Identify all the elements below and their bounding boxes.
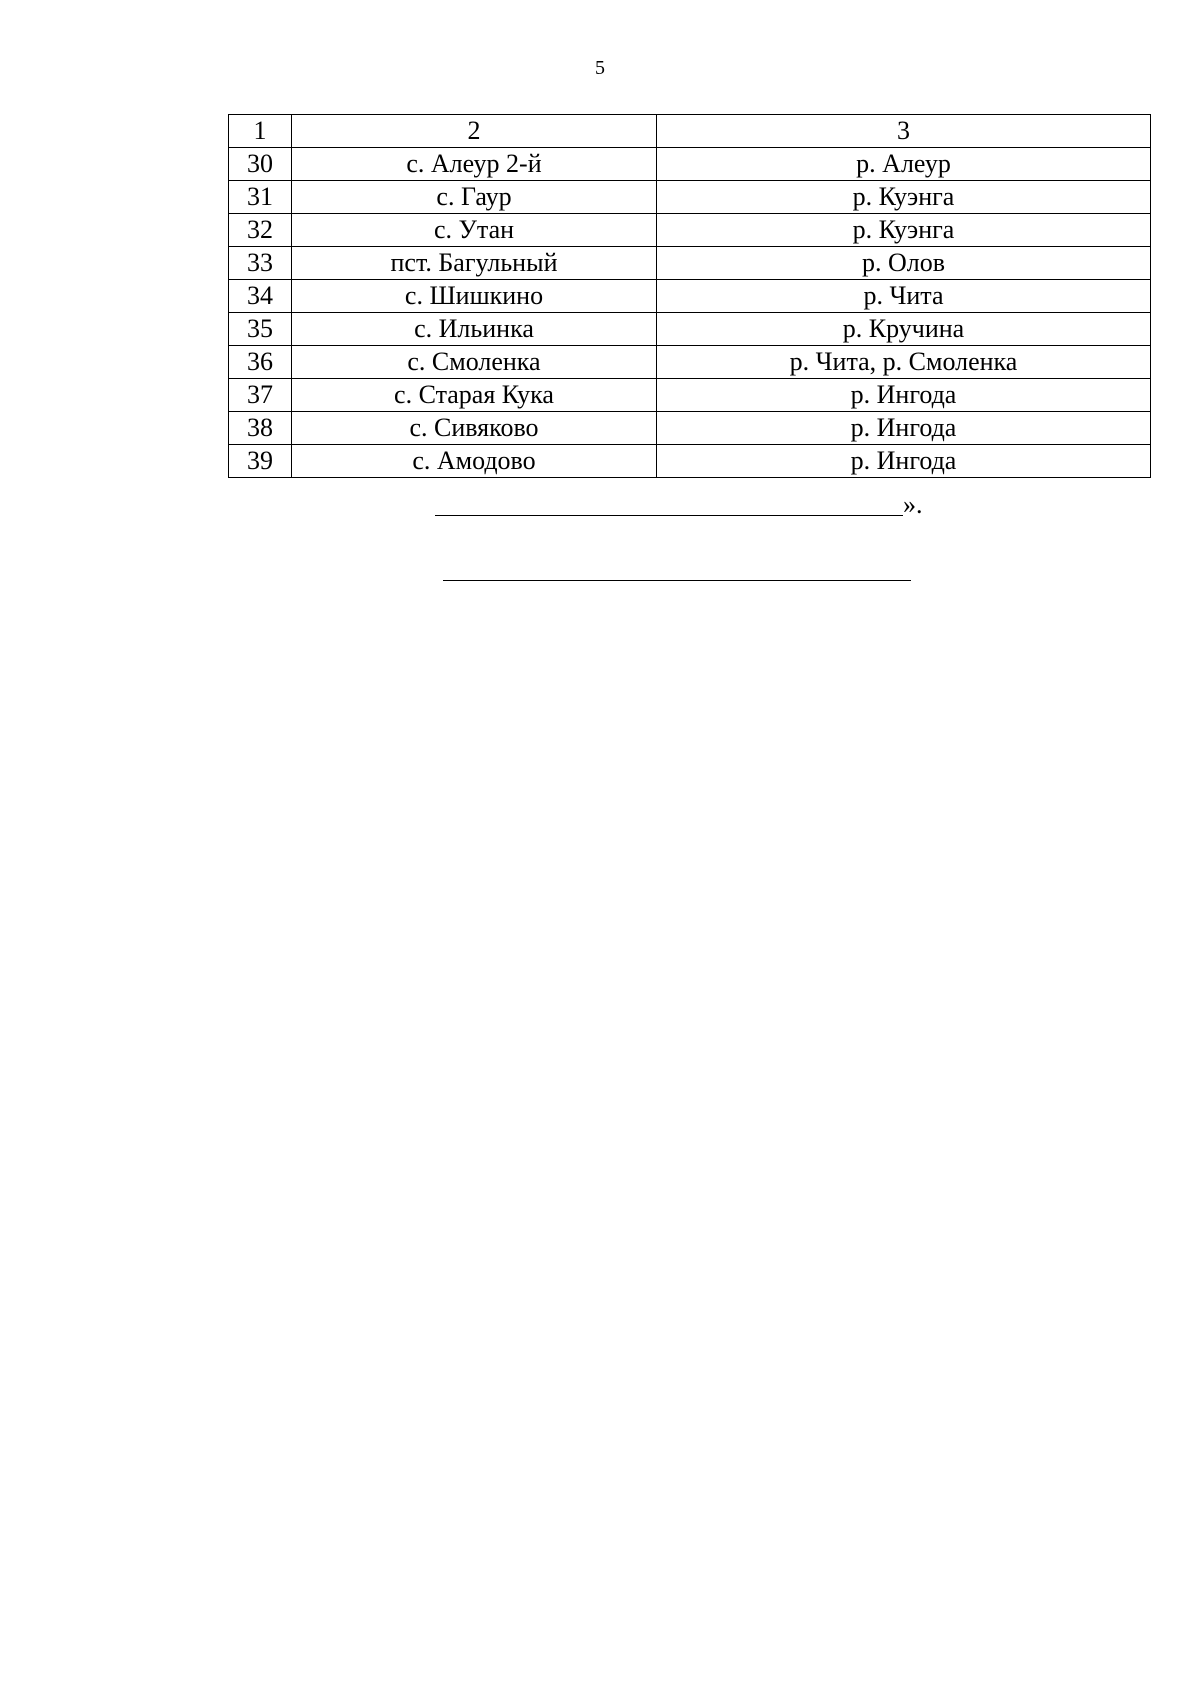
row-number-cell: 36 (229, 346, 292, 379)
table-row (229, 148, 1151, 181)
row-number-cell: 38 (229, 412, 292, 445)
row-number-cell: 31 (229, 181, 292, 214)
river-cell: р. Чита, р. Смоленка (657, 346, 1151, 379)
river-cell: р. Куэнга (657, 181, 1151, 214)
row-number-cell: 35 (229, 313, 292, 346)
river-cell: р. Олов (657, 247, 1151, 280)
row-number-cell: 34 (229, 280, 292, 313)
table-row (229, 214, 1151, 247)
row-number-cell: 39 (229, 445, 292, 478)
settlement-cell: пст. Багульный (292, 247, 657, 280)
river-cell: р. Чита (657, 280, 1151, 313)
row-number-cell: 37 (229, 379, 292, 412)
settlement-cell: с. Утан (292, 214, 657, 247)
table-row (229, 379, 1151, 412)
river-cell: р. Куэнга (657, 214, 1151, 247)
table-row (229, 247, 1151, 280)
river-cell: р. Алеур (657, 148, 1151, 181)
settlement-cell: с. Амодово (292, 445, 657, 478)
row-number-cell: 30 (229, 148, 292, 181)
river-cell: р. Ингода (657, 445, 1151, 478)
row-number-cell: 32 (229, 214, 292, 247)
table-row (229, 280, 1151, 313)
river-cell: р. Ингода (657, 379, 1151, 412)
river-cell: р. Кручина (657, 313, 1151, 346)
table-row (229, 412, 1151, 445)
closing-line (435, 491, 923, 519)
closing-underline (435, 491, 903, 516)
settlement-cell: с. Ильинка (292, 313, 657, 346)
settlement-cell: с. Шишкино (292, 280, 657, 313)
table-row (229, 346, 1151, 379)
table-header-row (229, 115, 1151, 148)
closing-quote-mark: ». (903, 490, 923, 519)
table-row (229, 181, 1151, 214)
river-cell: р. Ингода (657, 412, 1151, 445)
settlement-cell: с. Алеур 2-й (292, 148, 657, 181)
table-row (229, 313, 1151, 346)
settlement-cell: с. Старая Кука (292, 379, 657, 412)
header-cell: 1 (229, 115, 292, 148)
row-number-cell: 33 (229, 247, 292, 280)
settlement-cell: с. Сивяково (292, 412, 657, 445)
page-number: 5 (595, 57, 605, 79)
end-separator-line (443, 580, 911, 581)
settlement-cell: с. Смоленка (292, 346, 657, 379)
header-cell: 2 (292, 115, 657, 148)
table-row (229, 445, 1151, 478)
settlements-table (228, 114, 1151, 478)
header-cell: 3 (657, 115, 1151, 148)
settlement-cell: с. Гаур (292, 181, 657, 214)
